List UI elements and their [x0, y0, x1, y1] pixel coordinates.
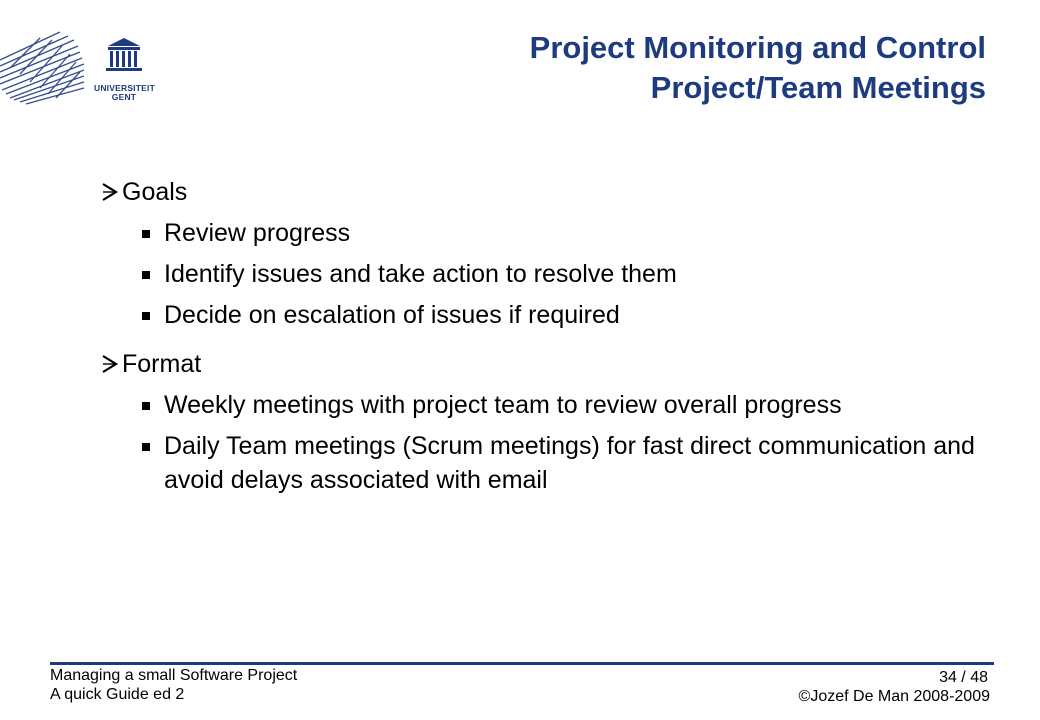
section-goals	[100, 174, 980, 332]
square-bullet-icon	[142, 312, 150, 320]
list-item-text: Decide on escalation of issues if required	[164, 301, 620, 329]
list-item-text: Identify issues and take action to resolve them	[164, 260, 677, 288]
section-format	[100, 346, 980, 497]
square-bullet-icon	[142, 443, 150, 451]
list-item	[100, 216, 980, 250]
list-item-text: Review progress	[164, 219, 351, 247]
square-bullet-icon	[142, 271, 150, 279]
square-bullet-icon	[142, 230, 150, 238]
list-item	[100, 298, 980, 332]
footer-course-title: Managing a small Software Project	[50, 667, 298, 684]
slide-content	[100, 174, 980, 511]
logo-text-university: UNIVERSITEIT	[94, 83, 155, 93]
section-heading-label: Goals	[122, 178, 188, 206]
square-bullet-icon	[142, 402, 150, 410]
footer-meta	[799, 668, 990, 706]
section-heading	[100, 346, 980, 382]
slide-title-line2: Project/Team Meetings	[650, 70, 986, 105]
section-heading	[100, 174, 980, 210]
footer-course-info	[50, 666, 297, 704]
copyright: ©Jozef De Man 2008-2009	[798, 688, 990, 705]
footer-rule	[50, 662, 994, 665]
university-logo	[0, 28, 160, 138]
list-item-text: Daily Team meetings (Scrum meetings) for fast direct communication and avoid delays associated with email	[164, 432, 975, 494]
list-item	[100, 388, 944, 422]
logo-text-gent: GENT	[111, 92, 137, 102]
section-heading-label: Format	[122, 350, 202, 378]
list-item	[100, 429, 984, 497]
arrow-bullet-icon	[100, 181, 120, 203]
footer-course-subtitle: A quick Guide ed 2	[50, 686, 185, 703]
slide-title-line1: Project Monitoring and Control	[529, 30, 986, 65]
page-number: 34 / 48	[939, 669, 988, 686]
list-item	[100, 257, 980, 291]
arrow-bullet-icon	[100, 353, 120, 375]
slide-title	[530, 28, 986, 108]
list-item-text: Weekly meetings with project team to review overall progress	[164, 391, 842, 419]
